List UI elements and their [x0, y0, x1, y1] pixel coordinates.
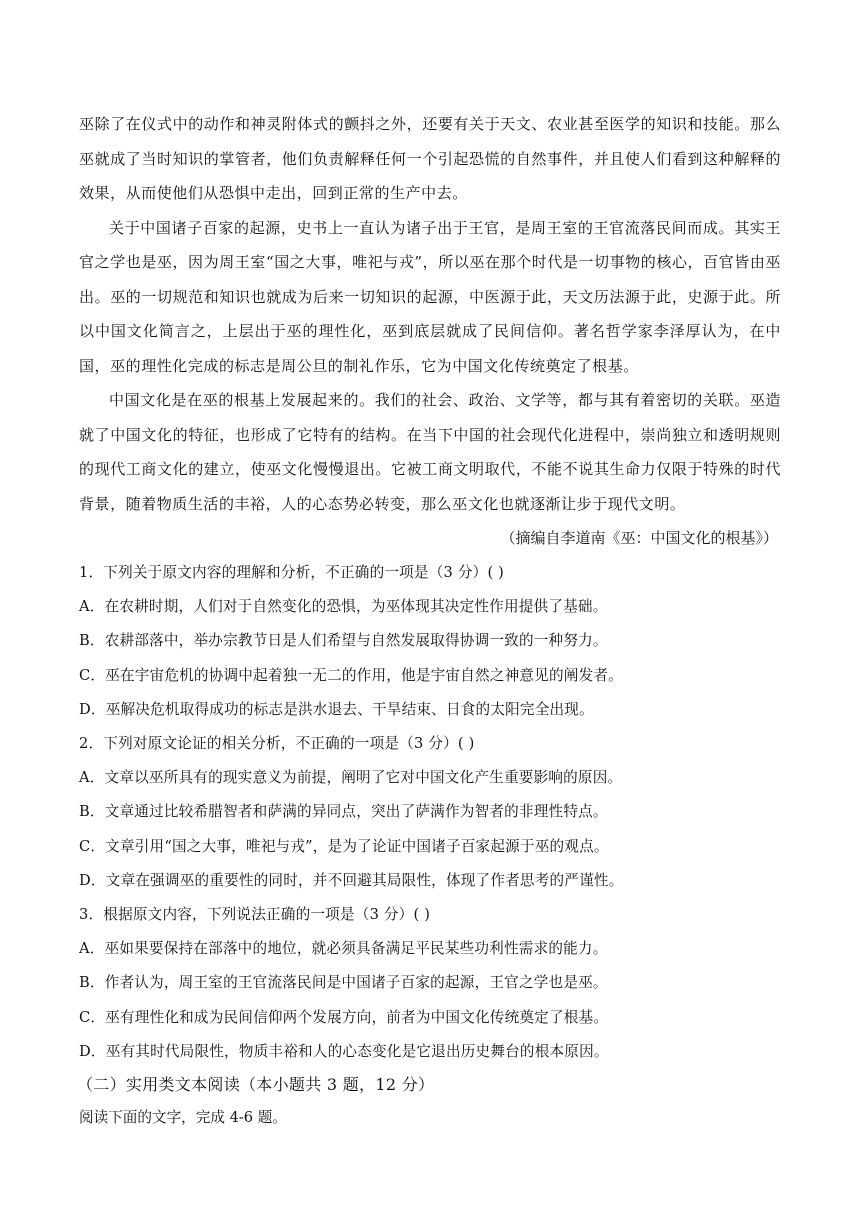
passage-paragraph-2: 关于中国诸子百家的起源，史书上一直认为诸子出于王官，是周王室的王官流落民间而成。其实王官之学也是巫，因为周王室“国之大事，唯祀与戎”，所以巫在那个时代是一切事物的核心，百官皆由巫出。巫的一切规范和知识也就成为后来一切知识的起源，中医源于此，天文历法源于此，史源于此。所以中国文化简言之，上层出于巫的理性化，巫到底层就成了民间信仰。著名哲学家李泽厚认为，在中国，巫的理性化完成的标志是周公旦的制礼作乐，它为中国文化传统奠定了根基。	[79, 218, 781, 375]
passage-paragraph-1: 巫除了在仪式中的动作和神灵附体式的颤抖之外，还要有关于天文、农业甚至医学的知识和技能。那么巫就成了当时知识的掌管者，他们负责解释任何一个引起恐慌的自然事件，并且使人们看到这种解释的效果，从而使他们从恐惧中走出，回到正常的生产中去。	[79, 115, 781, 202]
option-a: A．文章以巫所具有的现实意义为前提，阐明了它对中国文化产生重要影响的原因。	[79, 769, 623, 787]
option-b: B．农耕部落中，举办宗教节日是人们希望与自然发展取得协调一致的一种努力。	[79, 632, 608, 650]
section-instruction: 阅读下面的文字，完成 4-6 题。	[79, 1109, 287, 1127]
option-c: C．巫有理性化和成为民间信仰两个发展方向，前者为中国文化传统奠定了根基。	[79, 1008, 609, 1026]
question-1	[79, 556, 781, 727]
question-stem: 3．根据原文内容，下列说法正确的一项是（3 分）( )	[79, 906, 431, 924]
question-3	[79, 898, 781, 1069]
passage-source: （摘编自李道南《巫：中国文化的根基》）	[500, 529, 778, 547]
option-c: C．文章引用“国之大事，唯祀与戎”，是为了论证中国诸子百家起源于巫的观点。	[79, 837, 609, 855]
question-2	[79, 727, 781, 898]
passage	[79, 107, 781, 555]
option-b: B．文章通过比较希腊智者和萨满的异同点，突出了萨满作为智者的非理性特点。	[79, 803, 608, 821]
question-stem: 1．下列关于原文内容的理解和分析，不正确的一项是（3 分）( )	[79, 564, 505, 581]
section-title: （二）实用类文本阅读（本小题共 3 题，12 分）	[77, 1075, 435, 1095]
question-stem: 2．下列对原文论证的相关分析，不正确的一项是（3 分）( )	[79, 735, 475, 753]
option-a: A．在农耕时期，人们对于自然变化的恐惧，为巫体现其决定性作用提供了基础。	[79, 598, 608, 616]
option-a: A．巫如果要保持在部落中的地位，就必须具备满足平民某些功利性需求的能力。	[79, 940, 608, 958]
option-d: D．文章在强调巫的重要性的同时，并不回避其局限性，体现了作者思考的严谨性。	[79, 871, 624, 889]
option-c: C．巫在宇宙危机的协调中起着独一无二的作用，他是宇宙自然之神意见的阐发者。	[79, 666, 623, 684]
option-d: D．巫有其时代局限性，物质丰裕和人的心态变化是它退出历史舞台的根本原因。	[79, 1042, 609, 1060]
passage-paragraph-3: 中国文化是在巫的根基上发展起来的。我们的社会、政治、文学等，都与其有着密切的关联。巫造就了中国文化的特征，也形成了它特有的结构。在当下中国的社会现代化进程中，崇尚独立和透明规则的现代工商文化的建立，使巫文化慢慢退出。它被工商文明取代，不能不说其生命力仅限于特殊的时代背景，随着物质生活的丰裕，人的心态势必转变，那么巫文化也就逐渐让步于现代文明。	[79, 391, 781, 513]
option-b: B．作者认为，周王室的王官流落民间是中国诸子百家的起源，王官之学也是巫。	[79, 974, 608, 992]
option-d: D．巫解决危机取得成功的标志是洪水退去、干旱结束、日食的太阳完全出现。	[79, 700, 594, 718]
